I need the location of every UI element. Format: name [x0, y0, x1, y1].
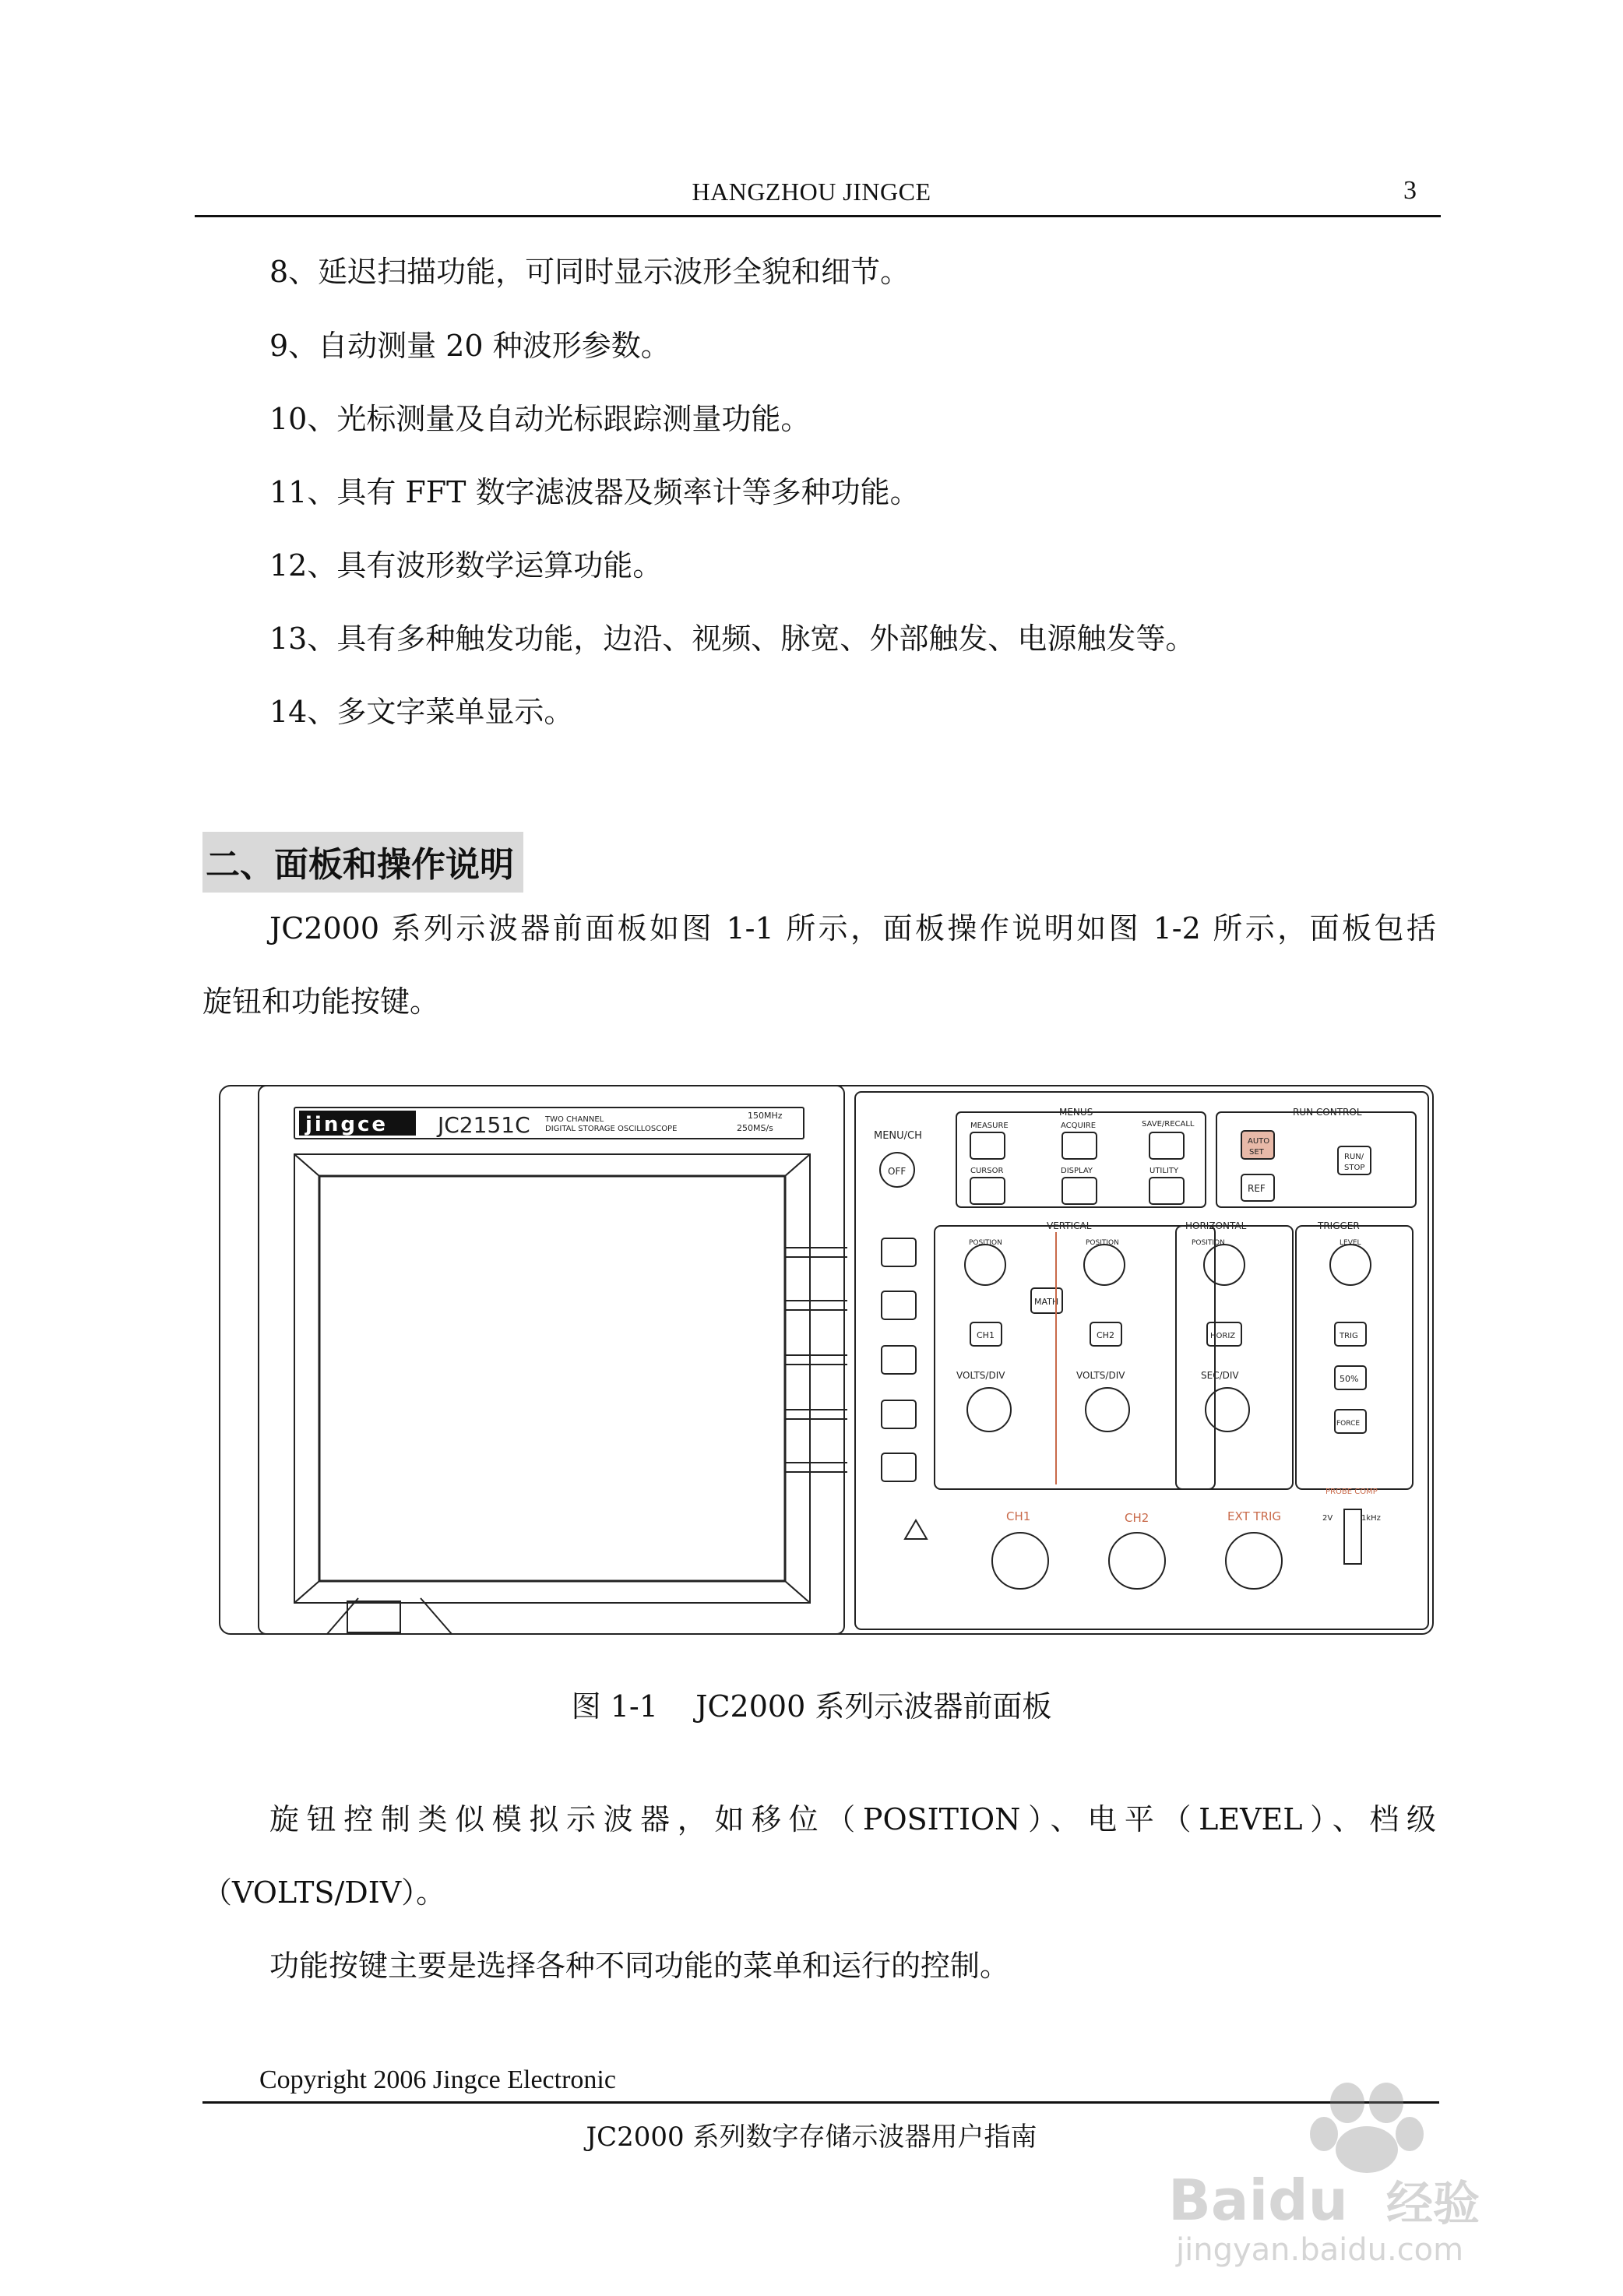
buttons-paragraph: 功能按键主要是选择各种不同功能的菜单和运行的控制。: [269, 1949, 1010, 1983]
feature-item-13: 13、具有多种触发功能，边沿、视频、脉宽、外部触发、电源触发等。: [269, 622, 1195, 656]
ch2-input-label: CH2: [1125, 1511, 1149, 1525]
ch1-button-label: CH1: [977, 1330, 995, 1340]
ch2-button-label: CH2: [1097, 1330, 1114, 1340]
run-label: RUN/: [1344, 1153, 1364, 1161]
ref-label: REF: [1248, 1183, 1266, 1194]
horizontal-position-knob[interactable]: [1204, 1245, 1245, 1285]
watermark-brand: Baidu: [1168, 2167, 1348, 2233]
level-knob[interactable]: [1330, 1245, 1371, 1285]
horiz-label: HORIZ: [1210, 1332, 1236, 1340]
sec-div-knob[interactable]: [1206, 1388, 1249, 1431]
ch2-position-knob[interactable]: [1084, 1245, 1125, 1285]
acquire-label: ACQUIRE: [1061, 1122, 1097, 1130]
math-label: MATH: [1034, 1297, 1059, 1307]
running-header-title: HANGZHOU JINGCE: [692, 178, 931, 206]
spec-sample-rate: 250MS/s: [737, 1123, 773, 1133]
feature-item-8: 8、延迟扫描功能，可同时显示波形全貌和细节。: [269, 255, 910, 289]
softkey-leaders: [785, 1248, 847, 1472]
probe-comp-2v: 2V: [1322, 1514, 1333, 1523]
paw-icon: [1310, 2083, 1424, 2173]
instrument-outline: [220, 1086, 1433, 1634]
softkey-4[interactable]: [882, 1400, 916, 1428]
feature-item-10: 10、光标测量及自动光标跟踪测量功能。: [269, 402, 811, 436]
page-number: 3: [1403, 176, 1417, 205]
ch1-position-label: POSITION: [969, 1239, 1002, 1247]
ch2-input-connector[interactable]: [1109, 1533, 1165, 1589]
probe-comp-terminal[interactable]: [1344, 1509, 1361, 1564]
horizontal-position-label: POSITION: [1192, 1239, 1225, 1247]
brand-name: jingce: [305, 1113, 388, 1136]
utility-button[interactable]: [1149, 1178, 1184, 1204]
ch1-volts-div-label: VOLTS/DIV: [956, 1370, 1005, 1381]
trigger-group: [1296, 1226, 1413, 1489]
section-heading: 二、面板和操作说明: [202, 832, 523, 893]
run-control-label: RUN CONTROL: [1293, 1107, 1362, 1118]
spec-bandwidth: 150MHz: [748, 1111, 783, 1121]
auto-label: AUTO: [1248, 1137, 1270, 1146]
footer-guide-title: JC2000 系列数字存储示波器用户指南: [586, 2122, 1037, 2153]
trigger-label: TRIGGER: [1318, 1220, 1360, 1231]
ch1-input-connector[interactable]: [992, 1533, 1048, 1589]
set-label: SET: [1249, 1148, 1264, 1157]
intro-line-2: 旋钮和功能按键。: [202, 984, 440, 1019]
horizontal-label: HORIZONTAL: [1185, 1220, 1247, 1231]
force-label: FORCE: [1336, 1420, 1361, 1428]
softkey-5[interactable]: [882, 1453, 916, 1481]
utility-label: UTILITY: [1149, 1167, 1179, 1175]
control-panel: [855, 1092, 1428, 1629]
ch2-position-label: POSITION: [1086, 1239, 1119, 1247]
horizontal-group: [1176, 1226, 1293, 1489]
softkey-2[interactable]: [882, 1291, 916, 1319]
ch1-position-knob[interactable]: [965, 1245, 1005, 1285]
cursor-button[interactable]: [970, 1178, 1005, 1204]
save-recall-button[interactable]: [1149, 1132, 1184, 1159]
sec-div-label: SEC/DIV: [1201, 1370, 1239, 1381]
vertical-label: VERTICAL: [1047, 1220, 1092, 1231]
lcd-screen: [319, 1176, 785, 1581]
cursor-label: CURSOR: [970, 1167, 1004, 1175]
watermark-cn: 经验: [1386, 2177, 1480, 2231]
feature-item-14: 14、多文字菜单显示。: [269, 695, 574, 729]
menu-ch-label: MENU/CH: [874, 1130, 922, 1142]
intro-line-1: JC2000 系列示波器前面板如图 1-1 所示，面板操作说明如图 1-2 所示，面板包括: [269, 911, 1436, 946]
feature-item-12: 12、具有波形数学运算功能。: [269, 548, 663, 583]
display-button[interactable]: [1062, 1178, 1097, 1204]
power-button[interactable]: [347, 1601, 400, 1632]
off-label: OFF: [888, 1166, 907, 1177]
model-desc-2: DIGITAL STORAGE OSCILLOSCOPE: [545, 1125, 678, 1133]
ch2-volts-div-knob[interactable]: [1086, 1388, 1129, 1431]
model-number: JC2151C: [438, 1112, 530, 1138]
trig-label: TRIG: [1340, 1332, 1358, 1340]
level-label: LEVEL: [1340, 1239, 1361, 1247]
knob-paragraph-line-1: 旋钮控制类似模拟示波器，如移位（POSITION）、电平（LEVEL）、档级: [269, 1802, 1436, 1836]
ch2-volts-div-label: VOLTS/DIV: [1076, 1370, 1125, 1381]
ext-trig-connector[interactable]: [1226, 1533, 1282, 1589]
warning-triangle-icon: [905, 1520, 927, 1539]
ext-trig-label: EXT TRIG: [1227, 1509, 1282, 1523]
stop-label: STOP: [1344, 1164, 1365, 1172]
ch1-input-label: CH1: [1006, 1509, 1031, 1523]
display-label: DISPLAY: [1061, 1167, 1093, 1175]
watermark-url: jingyan.baidu.com: [1176, 2232, 1464, 2268]
ch1-volts-div-knob[interactable]: [967, 1388, 1011, 1431]
vertical-group: [935, 1226, 1215, 1489]
baidu-jingyan-watermark: [1153, 2056, 1542, 2274]
save-recall-label: SAVE/RECALL: [1142, 1120, 1195, 1129]
screen-bezel: [294, 1154, 810, 1603]
measure-button[interactable]: [970, 1132, 1005, 1159]
feature-item-9: 9、自动测量 20 种波形参数。: [269, 329, 671, 363]
footer-copyright: Copyright 2006 Jingce Electronic: [259, 2065, 616, 2094]
oscilloscope-front-panel-figure: [218, 1084, 1436, 1636]
model-desc-1: TWO CHANNEL: [545, 1115, 604, 1124]
knob-paragraph-line-2: （VOLTS/DIV）。: [202, 1875, 446, 1910]
figure-caption: 图 1-1 JC2000 系列示波器前面板: [571, 1689, 1052, 1724]
measure-label: MEASURE: [970, 1122, 1009, 1130]
fifty-percent-label: 50%: [1340, 1374, 1359, 1384]
softkey-1[interactable]: [882, 1238, 916, 1266]
acquire-button[interactable]: [1062, 1132, 1097, 1159]
header-divider: [195, 215, 1441, 217]
probe-comp-1khz: 1kHz: [1361, 1514, 1381, 1523]
menus-label: MENUS: [1059, 1107, 1093, 1118]
softkey-3[interactable]: [882, 1346, 916, 1374]
feature-item-11: 11、具有 FFT 数字滤波器及频率计等多种功能。: [269, 475, 920, 509]
probe-comp-label: PROBE COMP: [1326, 1488, 1378, 1496]
display-housing: [259, 1086, 844, 1634]
